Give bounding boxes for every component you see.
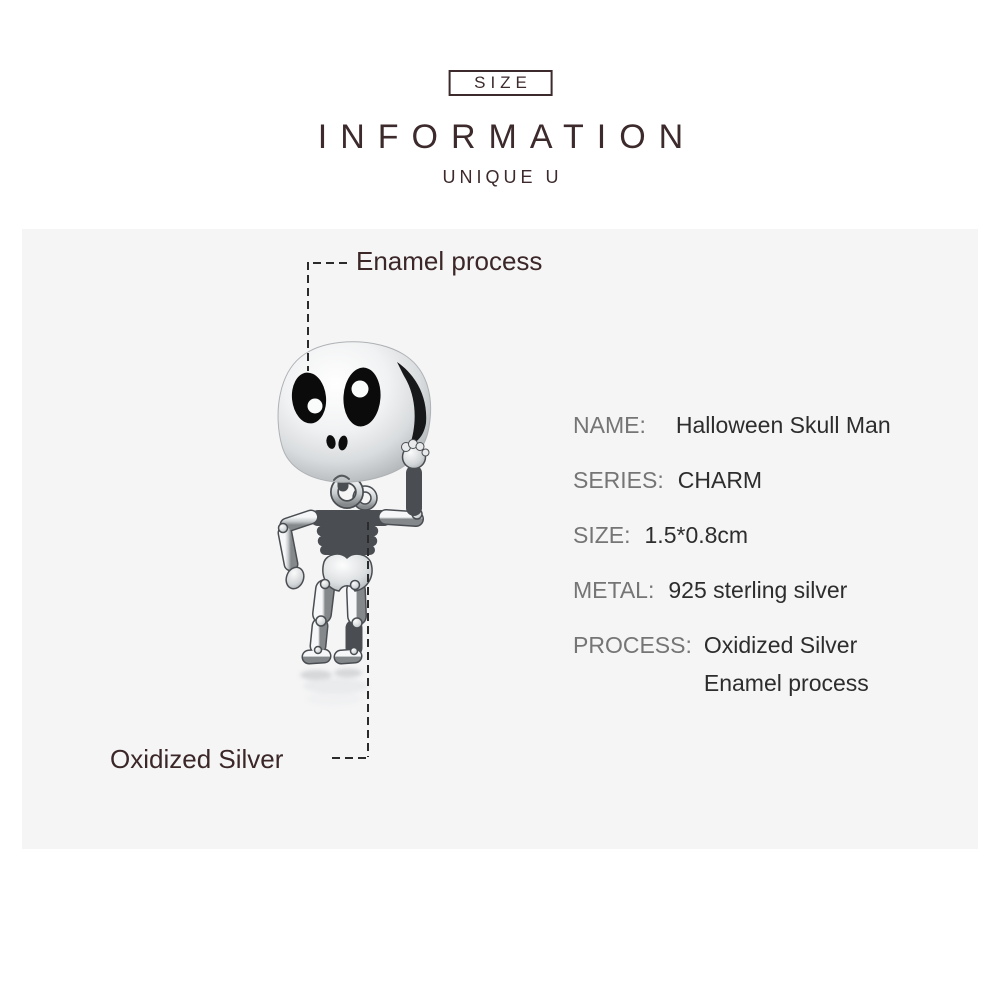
annotation-oxidized-silver: Oxidized Silver bbox=[110, 744, 284, 774]
spec-label-series: SERIES: bbox=[573, 467, 664, 493]
spec-label-metal: METAL: bbox=[573, 577, 655, 603]
spec-value-name: Halloween Skull Man bbox=[675, 412, 891, 438]
charm-reflection bbox=[300, 669, 369, 707]
spec-value-metal: 925 sterling silver bbox=[668, 577, 848, 603]
annotation-enamel-process: Enamel process bbox=[356, 246, 543, 276]
spec-label-name: NAME: bbox=[573, 412, 646, 438]
spec-row-process bbox=[573, 633, 891, 696]
size-badge: SIZE bbox=[448, 70, 553, 96]
spec-label-process: PROCESS: bbox=[573, 632, 692, 658]
spec-value-series: CHARM bbox=[677, 467, 763, 493]
skeleton-right-arm bbox=[402, 440, 430, 509]
page-subtitle: UNIQUE U bbox=[442, 167, 563, 187]
spec-value-process-line2: Enamel process bbox=[703, 670, 869, 696]
spec-row-size bbox=[573, 523, 891, 548]
spec-list bbox=[573, 413, 891, 726]
page-title: INFORMATION bbox=[317, 118, 697, 156]
spec-row-metal bbox=[573, 578, 891, 603]
skeleton-body bbox=[279, 509, 423, 657]
right-eye-highlight bbox=[352, 381, 369, 398]
spec-row-name bbox=[573, 413, 891, 438]
skeleton-pelvis bbox=[323, 554, 372, 591]
bail-ring bbox=[335, 479, 375, 507]
spec-label-size: SIZE: bbox=[573, 522, 631, 548]
skull-charm-image bbox=[240, 330, 500, 730]
spec-value-size: 1.5*0.8cm bbox=[644, 522, 749, 548]
left-eye-highlight bbox=[308, 399, 323, 414]
spec-value-process bbox=[704, 633, 869, 696]
spec-row-series bbox=[573, 468, 891, 493]
spec-value-process-line1: Oxidized Silver bbox=[703, 632, 858, 658]
